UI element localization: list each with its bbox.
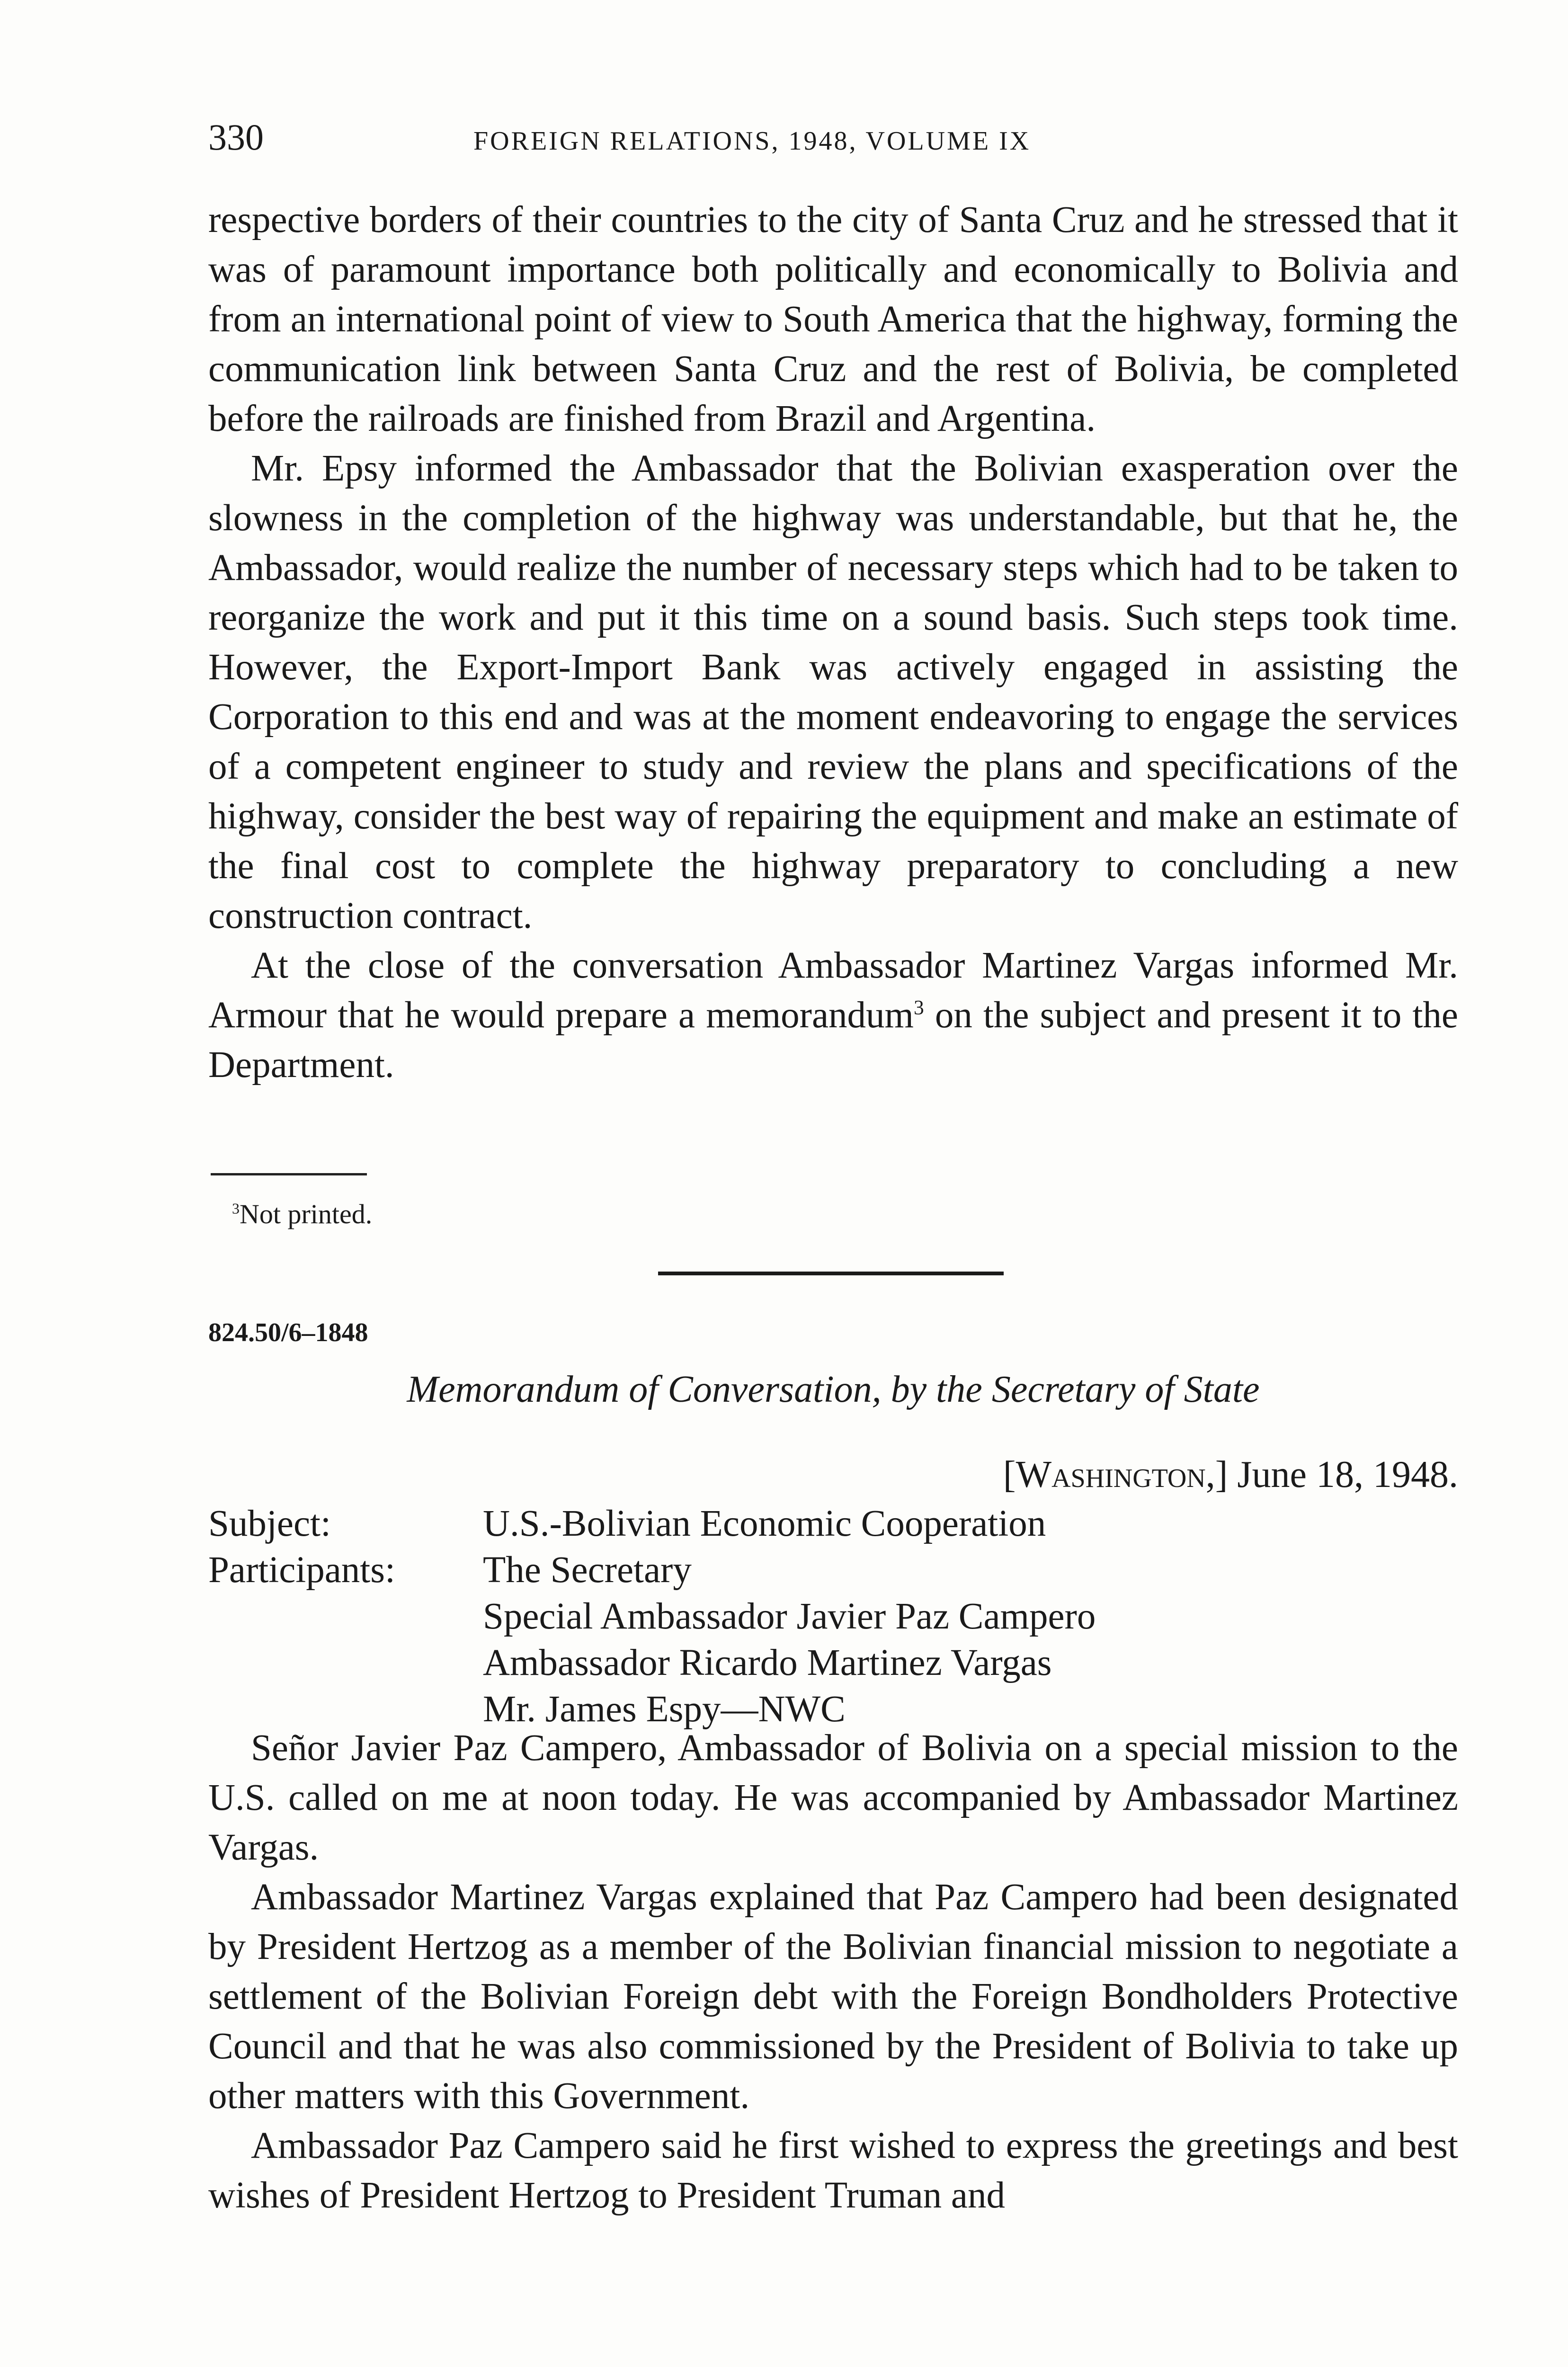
footnote-mark: 3 — [232, 1200, 240, 1217]
dateline-open: [ — [1003, 1454, 1016, 1495]
paragraph-close-text-end: on the subject and present it to the Department. — [208, 995, 1458, 1086]
footnote — [232, 1193, 372, 1236]
participants-label: Participants: — [208, 1549, 395, 1591]
paragraph-martinez-vargas: Ambassador Martinez Vargas explained that Paz Campero had been designated by President Hertzog as a member of the Bolivian financial mission to negotiate a settlement of the Bolivian Foreign debt with the Foreign Bondholders Protective Council and that he was also commissioned by the President of Bolivia to take up other matters with this Government. — [208, 1877, 1458, 2117]
dateline-close: ,] — [1205, 1454, 1228, 1495]
paragraph-close-text: At the close of the conversation Ambassador Martinez Vargas informed Mr. Armour that he would prepare a memorandum — [208, 945, 1458, 1036]
footnote-divider — [211, 1173, 367, 1175]
footnote-reference: 3 — [914, 996, 924, 1019]
participant-item: Mr. James Espy—NWC — [483, 1689, 846, 1730]
paragraph-continuation: respective borders of their countries to the city of Santa Cruz and he stressed that it was of paramount importance both politically and economically to Bolivia and from an international point of view to South America that the highway, forming the communication link between Santa Cruz and the rest of Bolivia, be completed before the railroads are finished from Brazil and Argentina. — [208, 199, 1458, 439]
running-head: FOREIGN RELATIONS, 1948, VOLUME IX — [473, 126, 1031, 156]
participants-row — [208, 1547, 1458, 1733]
continuation-text — [208, 195, 1458, 1090]
footnote-text: Not printed. — [239, 1199, 373, 1229]
dateline-date: June 18, 1948. — [1228, 1454, 1458, 1495]
file-number: 824.50/6–1848 — [208, 1318, 368, 1347]
paragraph-paz-campero: Señor Javier Paz Campero, Ambassador of Bolivia on a special mission to the U.S. called on me at noon today. He was accompanied by Ambassador Martinez Vargas. — [208, 1727, 1458, 1868]
paragraph-close — [208, 941, 1458, 1090]
participant-item: Special Ambassador Javier Paz Campero — [483, 1596, 1096, 1637]
dateline — [208, 1449, 1458, 1501]
page-header — [208, 111, 1212, 163]
page-number: 330 — [208, 116, 264, 158]
section-divider — [658, 1272, 1004, 1275]
document-title: Memorandum of Conversation, by the Secretary of State — [407, 1369, 1260, 1410]
memo-metadata — [208, 1501, 1458, 1733]
dateline-place: Washington — [1016, 1454, 1206, 1495]
participant-item: The Secretary — [483, 1549, 692, 1591]
subject-row — [208, 1501, 1458, 1547]
participant-item: Ambassador Ricardo Martinez Vargas — [483, 1642, 1052, 1683]
memo-body — [208, 1723, 1458, 2220]
paragraph-greetings: Ambassador Paz Campero said he first wished to express the greetings and best wishes of President Hertzog to President Truman and — [208, 2125, 1458, 2216]
subject-label: Subject: — [208, 1503, 331, 1544]
paragraph-espy: Mr. Epsy informed the Ambassador that the Bolivian exasperation over the slowness in the completion of the highway was understandable, but that he, the Ambassador, would realize the number of necessary steps which had to be taken to reorganize the work and put it this time on a sound basis. Such steps took time. However, the Export-Import Bank was actively engaged in assisting the Corporation to this end and was at the moment endeavoring to engage the services of a competent engineer to study and review the plans and specifications of the highway, consider the best way of repairing the equipment and make an estimate of the final cost to complete the highway preparatory to concluding a new construction contract. — [208, 448, 1458, 936]
subject-value: U.S.-Bolivian Economic Cooperation — [483, 1503, 1046, 1544]
participants-list — [483, 1547, 1458, 1733]
